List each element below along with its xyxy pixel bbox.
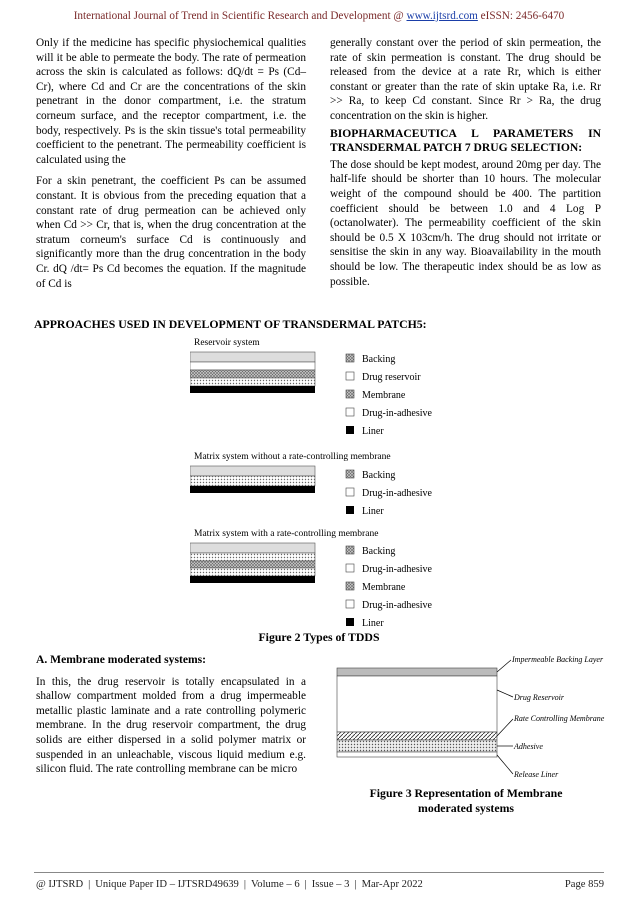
biopharmaceutical-heading: BIOPHARMACEUTICA L PARAMETERS IN TRANSDERMAL PATCH 7 DRUG SELECTION: (330, 126, 601, 155)
label-drug-reservoir: Drug Reservoir (514, 693, 564, 702)
right-paragraph-2: The dose should be kept modest, around 20mg per day. The half-life should be shorter than 10 hours. The molecular weight of the compound should be 400. The partition coefficient should be between 1.0 and 4 Log P (octanolwater). The permeability coefficient of the skin should be 0.5 X 103cm/h. The drug should not irritate or sensitise the skin in any way. Bioavailability in the mouth should be low. The therapeutic index should be as low as possible. (330, 158, 601, 288)
left-column (36, 36, 306, 298)
right-paragraph-1: generally constant over the period of skin permeation, the rate of skin permeation is constant. The drug should be released from the device at a rate Rr, which is either constant or greater than the rate of skin uptake Ra, i.e. Rr >> Ra, to keep Cd constant. Since Rr > Ra, the drug concentration on the skin is higher. (330, 37, 601, 122)
figure-3-caption: Figure 3 Representation of Membrane moderated systems (369, 786, 563, 815)
left-paragraph-1: Only if the medicine has specific physiochemical qualities will it be able to permeate the body. The rate of permeation across the skin is calculated as follows: dQ/dt = Ps (Cd– Cr), where Cd and Cr are the concentrations of the skin penetrant in the donor compartment, i.e. the stratum corneum surface, and the receptor compartment, i.e. the body, respectively. Ps is the skin tissue's total permeability coefficient to the penetrant. The permeability coefficient is calculated using the (36, 37, 306, 166)
legend-liner: Liner (362, 506, 384, 517)
legend-membrane: Membrane (362, 390, 406, 401)
matrix-rate-system (190, 529, 433, 629)
legend-backing: Backing (362, 546, 396, 557)
legend-drug-in-adhesive: Drug-in-adhesive (362, 564, 432, 575)
section-a-heading: A. Membrane moderated systems: (36, 653, 207, 666)
issn: eISSN: 2456-6470 (477, 10, 565, 22)
figure-3-membrane-moderated (335, 650, 605, 782)
matrix-no-rate-legend (346, 470, 433, 517)
reservoir-legend (346, 354, 433, 437)
footer-journal: @ IJTSRD (36, 879, 84, 890)
journal-url-link[interactable]: www.ijtsrd.com (406, 10, 478, 22)
left-paragraph-2: For a skin penetrant, the coefficient Ps can be assumed constant. It is obvious from the preceding equation that a constant rate of drug permeation can be achieved only when Cd >> Cr, that is, when the drug concentration at the stratum corneum's surface Cd is continuously and significantly more than the drug concentration in the body Cr. dQ /dt= Ps Cd becomes the equation. If the magnitude of Cd is (36, 175, 306, 290)
legend-drug-in-adhesive: Drug-in-adhesive (362, 600, 432, 611)
footer-paper-id: Unique Paper ID – IJTSRD49639 (95, 879, 239, 890)
right-column (330, 36, 601, 296)
journal-name: International Journal of Trend in Scientific Research and Development @ (73, 10, 407, 22)
reservoir-title: Reservoir system (194, 338, 260, 348)
section-a (36, 653, 306, 784)
matrix-rate-legend (346, 546, 433, 629)
section-a-body: In this, the drug reservoir is totally encapsulated in a shallow compartment molded from a drug impermeable metallic plastic laminate and a rate controlling polymeric membrane. In the drug reservoir compartment, the drug solids are either dispersed in a solid polymer matrix or suspended in an unleachable, viscous liquid medium e.g. silicon fluid. The rate controlling membrane can be micro (36, 675, 306, 776)
label-adhesive: Adhesive (514, 742, 543, 751)
matrix-no-rate-title: Matrix system without a rate-controlling membrane (194, 452, 391, 462)
matrix-no-rate-system (190, 452, 433, 517)
page-footer: @ IJTSRD | Unique Paper ID – IJTSRD49639 | Volume – 6 | Issue – 3 | Mar-Apr 2022 Page 859 (36, 879, 604, 890)
label-release-liner: Release Liner (514, 770, 559, 779)
legend-liner: Liner (362, 426, 384, 437)
legend-membrane: Membrane (362, 582, 406, 593)
footer-page-number: Page 859 (564, 879, 604, 890)
figure-2-tdds-types (190, 334, 460, 630)
reservoir-system (190, 338, 433, 437)
section-heading: APPROACHES USED IN DEVELOPMENT OF TRANSDERMAL PATCH5: (34, 317, 427, 331)
label-backing-layer: Impermeable Backing Layer (512, 655, 604, 664)
footer-volume: Volume – 6 (250, 879, 300, 890)
legend-backing: Backing (362, 354, 396, 365)
matrix-rate-title: Matrix system with a rate-controlling membrane (194, 529, 379, 539)
footer-issue: Issue – 3 (311, 879, 350, 890)
footer-rule (34, 872, 604, 873)
label-rate-controlling-membrane: Rate Controlling Membrane (514, 714, 605, 723)
figure-2-caption: Figure 2 Types of TDDS (258, 630, 380, 644)
running-header (0, 10, 638, 22)
legend-drug-in-adhesive: Drug-in-adhesive (362, 408, 432, 419)
legend-backing: Backing (362, 470, 396, 481)
legend-drug-reservoir: Drug reservoir (362, 372, 421, 383)
legend-liner: Liner (362, 618, 384, 629)
legend-drug-in-adhesive: Drug-in-adhesive (362, 488, 432, 499)
footer-date: Mar-Apr 2022 (361, 879, 423, 890)
